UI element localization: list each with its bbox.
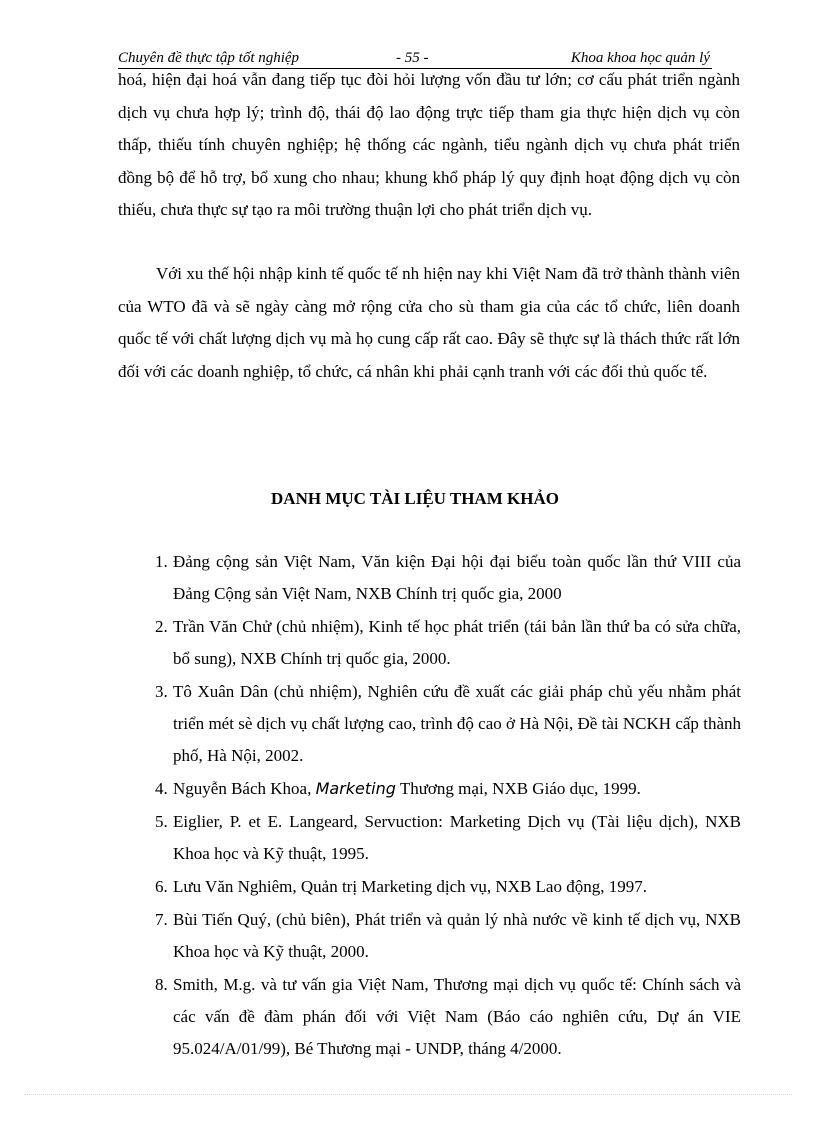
body-paragraph-2: Với xu thế hội nhập kinh tế quốc tế nh hiện nay khi Việt Nam đã trở thành thành viên của WTO đã và sẽ ngày càng mở rộng cửa cho sù tham gia của các tổ chức, liên doanh quốc tế với chất lượng dịch vụ mà họ cung cấp rất cao. Đây sẽ thực sự là thách thức rất lớn đối với các doanh nghiệp, tổ chức, cá nhân khi phải cạnh tranh với các đối thủ quốc tế.	[118, 264, 740, 381]
reference-text: Lưu Văn Nghiêm, Quản trị Marketing dịch vụ, NXB Lao động, 1997.	[173, 877, 647, 896]
reference-text: Bùi Tiến Quý, (chủ biên), Phát triển và quản lý nhà nước về kinh tế dịch vụ, NXB Khoa học và Kỹ thuật, 2000.	[173, 910, 741, 961]
reference-number: 7.	[155, 910, 168, 929]
header-document-type: Chuyên đề thực tập tốt nghiệp	[118, 50, 300, 66]
reference-item	[155, 546, 741, 610]
reference-text	[173, 773, 741, 805]
reference-number: 3.	[155, 682, 168, 701]
reference-number: 5.	[155, 812, 168, 831]
reference-item	[155, 676, 741, 772]
header-page-number: - 55 -	[396, 50, 429, 66]
reference-item	[155, 611, 741, 675]
reference-number: 8.	[155, 975, 168, 994]
references-title: DANH MỤC TÀI LIỆU THAM KHẢO	[271, 489, 559, 508]
reference-text: Trần Văn Chử (chủ nhiệm), Kinh tế học phát triển (tái bản lần thứ ba có sửa chữa, bổ sung), NXB Chính trị quốc gia, 2000.	[173, 617, 741, 668]
reference-number: 6.	[155, 877, 168, 896]
references-list	[155, 546, 741, 1066]
body-paragraph-1: hoá, hiện đại hoá vẫn đang tiếp tục đòi hỏi lượng vốn đầu tư lớn; cơ cấu phát triển ngành dịch vụ chưa hợp lý; trình độ, thái độ lao động trực tiếp tham gia thực hiện dịch vụ còn thấp, thiếu tính chuyên nghiệp; hệ thống các ngành, tiểu ngành dịch vụ chưa phát triển đồng bộ để hỗ trợ, bổ xung cho nhau; khung khổ pháp lý quy định hoạt động dịch vụ còn thiếu, chưa thực sự tạo ra môi trường thuận lợi cho phát triển dịch vụ.	[118, 70, 740, 219]
reference-item	[155, 904, 741, 968]
reference-number: 1.	[155, 552, 168, 571]
reference-author: Nguyễn Bách Khoa,	[173, 779, 316, 798]
reference-text: Eiglier, P. et E. Langeard, Servuction: Marketing Dịch vụ (Tài liệu dịch), NXB Khoa học và Kỹ thuật, 1995.	[173, 812, 741, 863]
reference-item	[155, 806, 741, 870]
reference-item	[155, 773, 741, 805]
reference-rest: Thương mại, NXB Giáo dục, 1999.	[395, 779, 641, 798]
reference-text: Smith, M.g. và tư vấn gia Việt Nam, Thương mại dịch vụ quốc tế: Chính sách và các vấn đề đàm phán đối với Việt Nam (Báo cáo nghiên cứu, Dự án VIE 95.024/A/01/99), Bé Thương mại - UNDP, tháng 4/2000.	[173, 975, 741, 1058]
page-bottom-divider	[24, 1094, 792, 1095]
header-department: Khoa khoa học quản lý	[570, 50, 710, 66]
reference-number: 2.	[155, 617, 168, 636]
reference-italic-term: Marketing	[315, 779, 396, 798]
reference-item	[155, 969, 741, 1065]
reference-item	[155, 871, 741, 903]
reference-text: Tô Xuân Dân (chủ nhiệm), Nghiên cứu đề xuất các giải pháp chủ yếu nhằm phát triển mét sè dịch vụ chất lượng cao, trình độ cao ở Hà Nội, Đề tài NCKH cấp thành phố, Hà Nội, 2002.	[173, 682, 741, 765]
reference-number: 4.	[155, 779, 168, 798]
reference-text: Đảng cộng sản Việt Nam, Văn kiện Đại hội đại biểu toàn quốc lần thứ VIII của Đảng Cộng sản Việt Nam, NXB Chính trị quốc gia, 2000	[173, 552, 741, 603]
